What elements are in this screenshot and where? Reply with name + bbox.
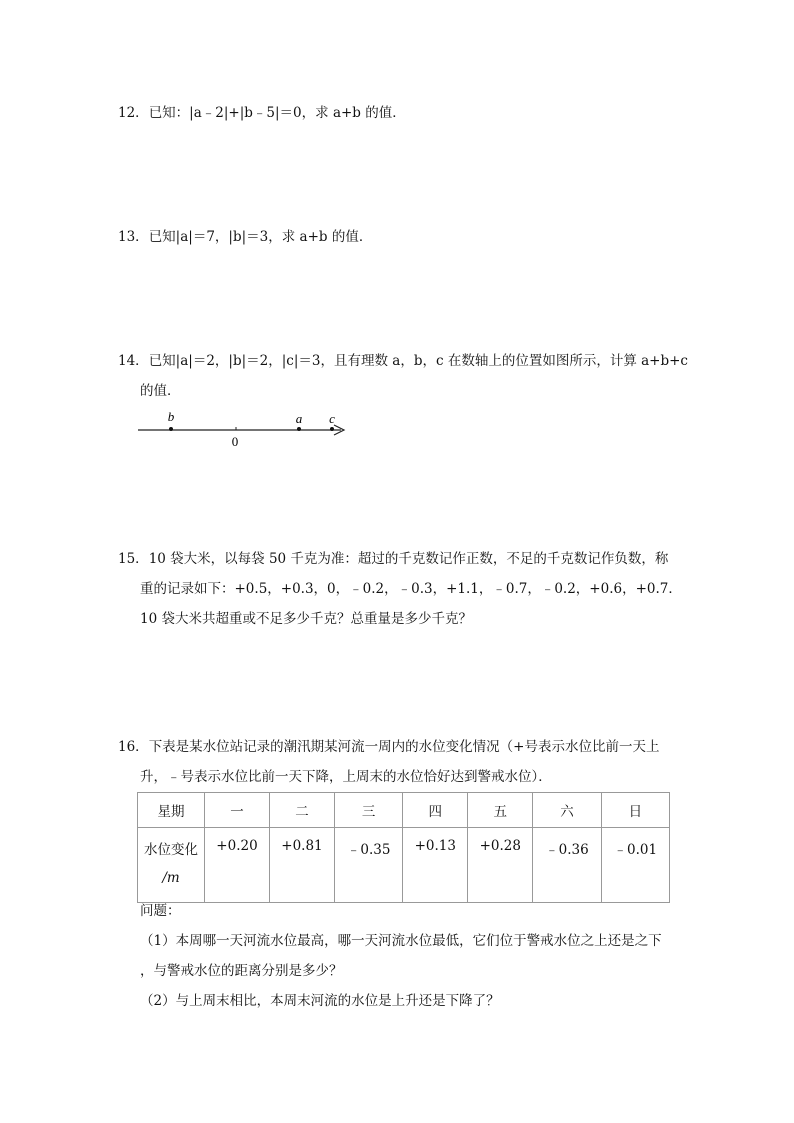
water-level-table [137, 792, 670, 903]
question-12 [118, 98, 678, 128]
table-header-row [138, 793, 670, 828]
question-text: 已知：|a﹣2|+|b﹣5|＝0，求 a+b 的值． [148, 105, 406, 121]
number-line-figure [136, 408, 356, 448]
table-day-cell: 四 [403, 793, 468, 828]
question-13 [118, 222, 678, 252]
question-text-line-2: 重的记录如下：+0.5，+0.3，0，﹣0.2，﹣0.3，+1.1，﹣0.7，﹣0.2，+0.6，+0.7． [140, 581, 682, 597]
subquestion-1-line-1: （1）本周哪一天河流水位最高，哪一天河流水位最低，它们位于警戒水位之上还是之下 [140, 933, 662, 949]
question-text-line-2: 的值． [140, 383, 181, 399]
label-b: b [167, 409, 175, 424]
subquestion-2: （2）与上周末相比，本周末河流的水位是上升还是下降了？ [140, 993, 500, 1009]
question-text-line-2: 升，﹣号表示水位比前一天下降，上周末的水位恰好达到警戒水位）． [140, 769, 552, 785]
question-16 [118, 732, 678, 792]
question-number: 12． [118, 105, 149, 121]
table-value-cell: +0.13 [403, 828, 468, 903]
question-number: 15． [118, 551, 149, 567]
table-day-cell: 二 [269, 793, 334, 828]
question-text-line-1: 下表是某水位站记录的潮汛期某河流一周内的水位变化情况（+号表示水位比前一天上 [148, 739, 660, 755]
table-day-cell: 五 [468, 793, 533, 828]
question-number: 14． [118, 353, 149, 369]
table-day-cell: 一 [205, 793, 270, 828]
question-number: 16． [118, 739, 149, 755]
label-a: a [295, 411, 303, 426]
table-value-cell: +0.20 [205, 828, 270, 903]
table-row-label: 水位变化 [144, 842, 198, 858]
question-number: 13． [118, 229, 149, 245]
question-text-line-1: 已知|a|＝2，|b|＝2，|c|＝3，且有理数 a，b，c 在数轴上的位置如图所示，计算 a+b+c [148, 353, 688, 369]
question-16-subquestions [118, 896, 678, 1016]
label-zero: 0 [231, 434, 239, 448]
table-value-cell: ﹣0.35 [334, 828, 402, 903]
label-c: c [329, 411, 335, 426]
table-value-cell: ﹣0.36 [533, 828, 601, 903]
subquestion-1-line-2: ，与警戒水位的距离分别是多少？ [140, 963, 343, 979]
table-value-cell: +0.81 [269, 828, 334, 903]
question-text: 已知|a|＝7，|b|＝3，求 a+b 的值． [148, 229, 373, 245]
question-text-line-3: 10 袋大米共超重或不足多少千克？总重量是多少千克？ [140, 611, 472, 627]
table-row-unit: /m [162, 870, 180, 886]
point-c [330, 427, 334, 431]
question-label: 问题： [140, 903, 181, 919]
point-a [297, 427, 301, 431]
question-15 [118, 544, 682, 634]
table-value-cell: +0.28 [468, 828, 533, 903]
table-row [138, 828, 670, 903]
question-14 [118, 346, 688, 406]
table-row-label-cell [138, 828, 205, 903]
table-value-cell: ﹣0.01 [601, 828, 669, 903]
table-day-cell: 日 [601, 793, 669, 828]
question-text-line-1: 10 袋大米，以每袋 50 千克为准：超过的千克数记作正数，不足的千克数记作负数，称 [148, 551, 669, 567]
table-day-cell: 六 [533, 793, 601, 828]
point-b [169, 427, 173, 431]
table-day-cell: 三 [334, 793, 402, 828]
table-header-label: 星期 [138, 793, 205, 828]
